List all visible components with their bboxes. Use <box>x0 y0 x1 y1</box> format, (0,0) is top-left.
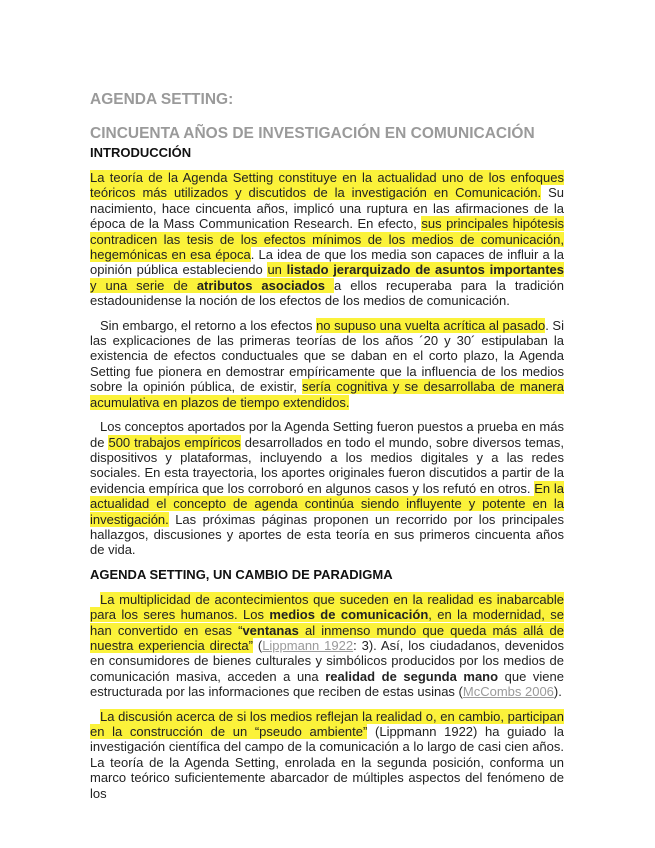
paragraph-text: a ellos recuperaba para la tradición estadounidense la noción de los efectos de los medios de comunicación. <box>90 277 564 309</box>
highlighted-text: no supuso una vuelta acrítica al pasado <box>316 317 546 333</box>
document-body <box>90 90 564 801</box>
paragraph-text: Los conceptos aportados por la Agenda Setting fueron puestos a prueba en más de <box>90 419 564 450</box>
paragraph-text: Sin embargo, el retorno a los efectos <box>100 317 317 333</box>
highlighted-text: En la actualidad el concepto de agenda continúa siendo influyente y potente en la investigación. <box>90 480 564 527</box>
paragraph-text: Su nacimiento, hace cincuenta años, implicó una ruptura en las afirmaciones de la época de la Mass Communication Research. En efecto, <box>90 185 564 232</box>
paragraph-text: . Si las explicaciones de las primeras teorías de los años ´20 y 30´ estipulaban la existencia de efectos conductuales que se daban en el corto plazo, la Agenda Setting fue pionera en demostrar empíricamente que la influencia de los medios sobre la opinión pública, de existir, <box>90 317 564 395</box>
highlighted-text <box>325 278 334 293</box>
paragraph-text: . La idea de que los media son capaces de influir a la opinión pública estableciendo <box>90 247 564 278</box>
bold-text: realidad de segunda mano <box>325 668 499 684</box>
highlighted-text: sus principales hipótesis contradicen las tesis de los efectos mínimos de los medios de comunicación, hegemónicas en esa época <box>90 216 564 263</box>
paragraph-text: ( <box>252 637 263 653</box>
citation-link-mccombs[interactable]: McCombs 2006 <box>462 684 554 700</box>
highlighted-text: al inmenso mundo que queda más allá de nuestra experiencia directa” <box>90 622 564 653</box>
highlighted-text: , en la modernidad, se han convertido en esas “ <box>90 607 564 638</box>
highlighted-bold-text: atributos asociados <box>196 277 326 293</box>
highlighted-text: un <box>267 262 287 278</box>
document-title: AGENDA SETTING: <box>90 91 234 108</box>
paragraph-text: que viene estructurada por las informaciones que reciben de estas usinas ( <box>90 668 564 700</box>
paragraph-text: ). <box>553 684 562 700</box>
paragraph-1 <box>90 170 564 309</box>
paragraph-text: (Lippmann 1922) ha guiado la investigación científica del campo de la comunicación a lo largo de casi cien años. La teoría de la Agenda Setting, enrolada en la segunda posición, conforma un marco teórico suficientemente abarcador de múltiples aspectos del fenómeno de los <box>90 724 564 801</box>
paragraph-3 <box>90 419 564 558</box>
paragraph-text: Las próximas páginas proponen un recorrido por los principales hallazgos, discusiones y aportes de esta teoría en sus primeros cincuenta años de vida. <box>90 511 564 558</box>
paragraph-5 <box>90 709 564 801</box>
highlighted-text: 500 trabajos empíricos <box>108 434 241 450</box>
highlighted-bold-text: ventanas <box>242 622 299 638</box>
highlighted-text: sería cognitiva y se desarrollaba de manera acumulativa en plazos de tiempo extendidos. <box>90 379 564 410</box>
highlighted-text: y una serie de <box>90 277 197 293</box>
highlighted-bold-text: medios de comunicación <box>269 607 429 623</box>
citation-link-lippmann[interactable]: Lippmann 1922 <box>262 637 354 653</box>
section-heading-introduccion: INTRODUCCIÓN <box>90 145 192 160</box>
highlighted-text: La teoría de la Agenda Setting constituye en la actualidad uno de los enfoques teóricos más utilizados y discutidos de la investigación en Comunicación. <box>90 170 564 201</box>
paragraph-text: desarrollados en todo el mundo, sobre diversos temas, dispositivos y plataformas, incluyendo a los medios digitales y a las redes sociales. En esta trayectoria, los aportes originales fueron discutidos a partir de la evidencia empírica que los corroboró en algunos casos y los refutó en otros. <box>90 434 564 496</box>
highlighted-text: La multiplicidad de acontecimientos que suceden en la realidad es inabarcable para los seres humanos. Los <box>90 591 564 623</box>
highlighted-bold-text: listado jerarquizado de asuntos importantes <box>286 262 564 278</box>
document-subtitle: CINCUENTA AÑOS DE INVESTIGACIÓN EN COMUNICACIÓN <box>90 125 535 142</box>
section-heading-cambio-de-paradigma: AGENDA SETTING, UN CAMBIO DE PARADIGMA <box>90 566 393 582</box>
highlighted-text: La discusión acerca de si los medios reflejan la realidad o, en cambio, participan en la construcción de un “pseudo ambiente” <box>90 708 564 739</box>
paragraph-4 <box>90 592 564 700</box>
paragraph-text: : 3). Así, los ciudadanos, devenidos en consumidores de bienes culturales y simbólicos producidos por los medios de comunicación masiva, acceden a una <box>90 637 564 684</box>
paragraph-2 <box>90 318 564 410</box>
